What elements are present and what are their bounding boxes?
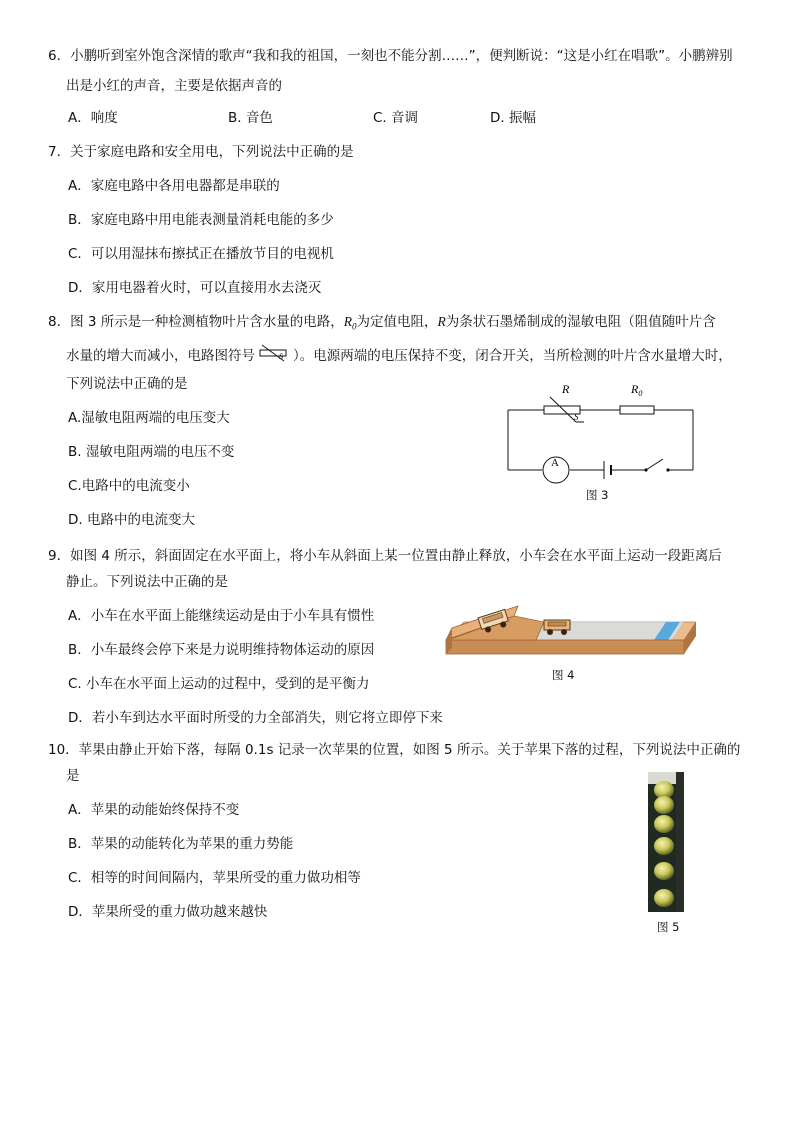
label-r0: $R_0$	[631, 382, 643, 398]
q10-option-b: B．苹果的动能转化为苹果的重力势能	[68, 836, 294, 852]
q8-option-c: C.电路中的电流变小	[68, 478, 190, 494]
fixed-resistor	[620, 406, 654, 414]
q7-option-b: B．家庭电路中用电能表测量消耗电能的多少	[68, 212, 334, 228]
q7-stem: 7．关于家庭电路和安全用电，下列说法中正确的是	[48, 144, 354, 160]
label-a: A	[551, 457, 559, 469]
q8-option-a: A.湿敏电阻两端的电压变大	[68, 410, 230, 426]
q9-stem-line2: 静止。下列说法中正确的是	[66, 574, 228, 590]
q7-option-c: C．可以用湿抹布擦拭正在播放节目的电视机	[68, 246, 334, 262]
q9-option-d: D．若小车到达水平面时所受的力全部消失，则它将立即停下来	[68, 710, 443, 726]
q6-option-b: B. 音色	[228, 110, 273, 126]
label-s: S	[574, 412, 579, 422]
q9-option-a: A．小车在水平面上能继续运动是由于小车具有惯性	[68, 608, 375, 624]
q8-stem-line3: 下列说法中正确的是	[66, 376, 188, 392]
q6-option-a: A．响度	[68, 110, 118, 126]
r-symbol: R	[437, 314, 446, 329]
figure-5-caption: 图 5	[657, 920, 680, 934]
q9-stem-line1: 9．如图 4 所示，斜面固定在水平面上，将小车从斜面上某一位置由静止释放，小车会在水平面上运动一段距离后	[48, 548, 722, 564]
label-r: R	[562, 382, 570, 396]
q9-option-c: C. 小车在水平面上运动的过程中，受到的是平衡力	[68, 676, 370, 692]
incline-cart-figure	[444, 598, 696, 660]
q6-option-c: C. 音调	[373, 110, 419, 126]
r0-symbol: R	[343, 314, 353, 329]
q8-stem-line1: 8．图 3 所示是一种检测植物叶片含水量的电路，$R_0$为定值电阻，R为条状石墨烯制成的湿敏电阻（阻值随叶片含	[48, 314, 716, 332]
q6-option-d: D. 振幅	[490, 110, 536, 126]
q10-option-a: A．苹果的动能始终保持不变	[68, 802, 240, 818]
q10-stem-line2: 是	[66, 768, 80, 784]
switch-lever	[646, 459, 663, 470]
apple-position-6	[654, 889, 674, 907]
apple-position-3	[654, 815, 674, 833]
q7-option-d: D．家用电器着火时，可以直接用水去浇灭	[68, 280, 322, 296]
q10-stem-line1: 10．苹果由静止开始下落，每隔 0.1s 记录一次苹果的位置，如图 5 所示。关于苹果下落的过程，下列说法中正确的	[48, 742, 741, 758]
svg-text:S: S	[279, 352, 283, 361]
apple-position-5	[654, 862, 674, 880]
q8-option-d: D. 电路中的电流变大	[68, 512, 195, 528]
q9-option-b: B．小车最终会停下来是力说明维持物体运动的原因	[68, 642, 375, 658]
q6-stem-line2: 出是小红的声音，主要是依据声音的	[66, 78, 282, 94]
apple-position-2	[654, 796, 674, 814]
q6-stem-line1: 6．小鹏听到室外饱含深情的歌声“我和我的祖国，一刻也不能分割……”，便判断说：“这是小红在唱歌”。小鹏辨别	[48, 48, 733, 64]
q10-option-c: C．相等的时间间隔内，苹果所受的重力做功相等	[68, 870, 361, 886]
q8-stem-line2: 水量的增大而减小，电路图符号 S ）。电源两端的电压保持不变，闭合开关，当所检测的叶片含水量增大时，	[66, 344, 732, 368]
figure-3-caption: 图 3	[586, 488, 609, 502]
falling-apple-photo	[648, 772, 684, 912]
q10-option-d: D．苹果所受的重力做功越来越快	[68, 904, 268, 920]
apple-position-4	[654, 837, 674, 855]
humidity-resistor-symbol-icon	[257, 344, 291, 368]
q7-option-a: A．家庭电路中各用电器都是串联的	[68, 178, 280, 194]
figure-4-caption: 图 4	[552, 668, 575, 682]
q8-option-b: B. 湿敏电阻两端的电压不变	[68, 444, 235, 460]
